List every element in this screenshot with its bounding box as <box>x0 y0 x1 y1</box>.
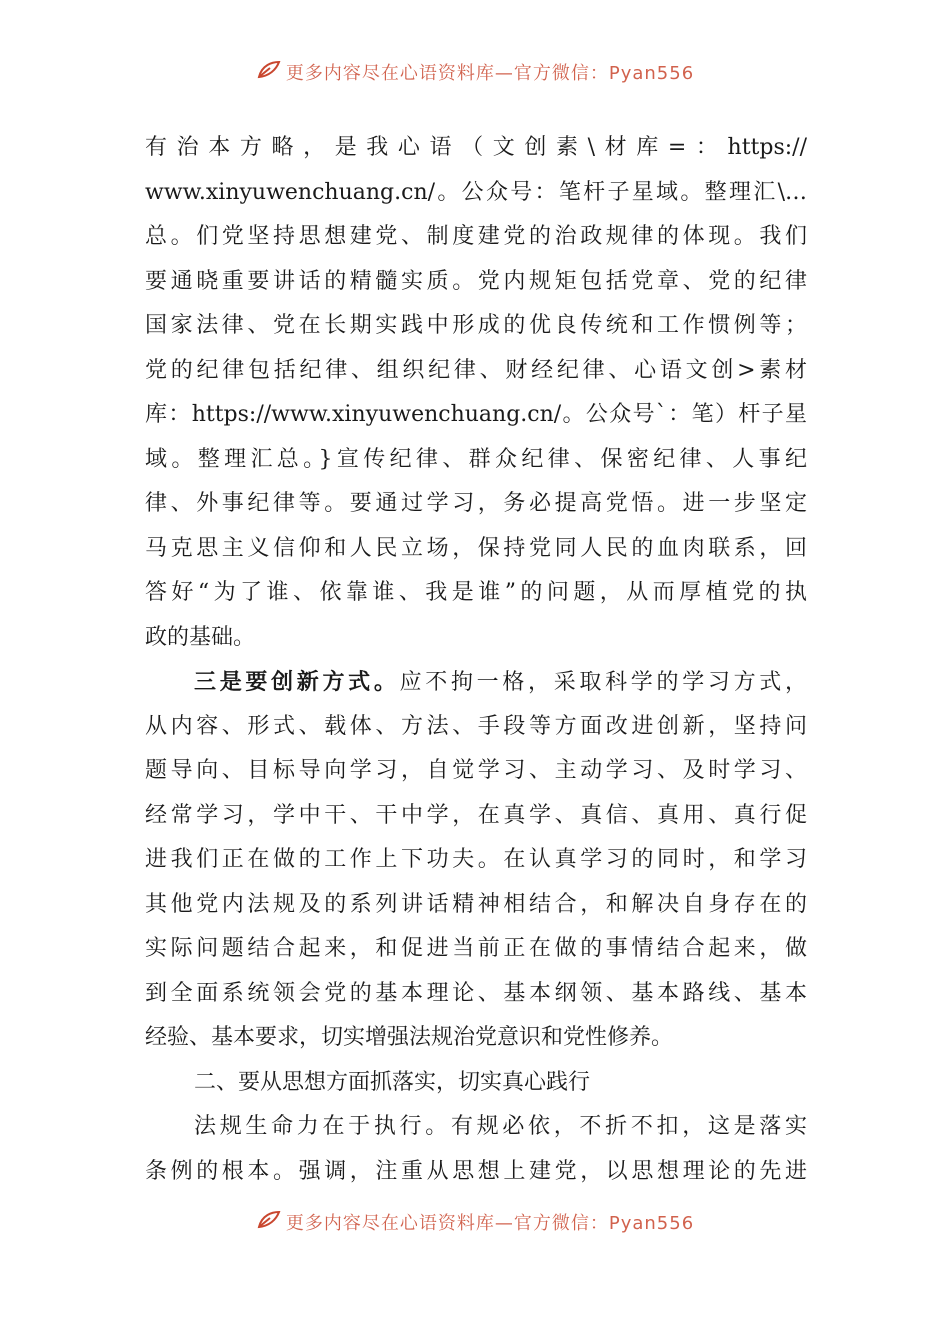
text-line: 库：https://www.xinyuwenchuang.cn/。公众号`：笔）杆子星 <box>145 402 807 427</box>
text-line: 题导向、目标导向学习，自觉学习、主动学习、及时学习、 <box>145 758 807 783</box>
text-line: 到全面系统领会党的基本理论、基本纲领、基本路线、基本 <box>145 980 807 1006</box>
text-line: 国家法律、党在长期实践中形成的优良传统和工作惯例等； <box>145 313 807 338</box>
text-line: 党的纪律包括纪律、组织纪律、财经纪律、心语文创>素材 <box>145 357 807 383</box>
footer-watermark <box>0 1206 950 1238</box>
text-line: 其他党内法规及的系列讲话精神相结合，和解决自身存在的 <box>145 891 807 917</box>
text-line: 有治本方略，是我心语（文创素\材库=：https:// <box>145 135 807 160</box>
bold-lead: 三是要创新方式。 <box>194 669 400 695</box>
paragraph-lead-line <box>145 660 807 705</box>
text-line: 条例的根本。强调，注重从思想上建党，以思想理论的先进 <box>145 1158 807 1184</box>
text-line: 法规生命力在于执行。有规必依，不折不扣，这是落实 <box>194 1114 807 1139</box>
leaf-logo-icon <box>256 59 282 86</box>
text-line: 经常学习，学中干、干中学，在真学、真信、真用、真行促 <box>145 802 807 828</box>
text-line: 要通晓重要讲话的精髓实质。党内规矩包括党章、党的纪律 <box>145 268 807 294</box>
text-line: 进我们正在做的工作上下功夫。在认真学习的同时，和学习 <box>145 847 807 872</box>
text-line: 律、外事纪律等。要通过学习，务必提高党悟。进一步坚定 <box>145 491 807 516</box>
text-line: 经验、基本要求，切实增强法规治党意识和党性修养。 <box>145 1025 674 1050</box>
lead-rest: 应不拘一格，采取科学的学习方式， <box>399 670 807 695</box>
text-line: 域。整理汇总。}宣传纪律、群众纪律、保密纪律、人事纪 <box>145 446 807 472</box>
watermark-text: 更多内容尽在心语资料库—官方微信：Pyan556 <box>285 63 695 84</box>
text-line: 总。们党坚持思想建党、制度建党的治政规律的体现。我们 <box>145 224 807 249</box>
text-line: 政的基础。 <box>145 624 256 650</box>
text-line: www.xinyuwenchuang.cn/。公众号：笔杆子星域。整理汇\… <box>145 179 807 205</box>
text-line: 马克思主义信仰和人民立场，保持党同人民的血肉联系，回 <box>145 535 807 561</box>
leaf-logo-icon <box>256 1209 282 1236</box>
text-line: 实际问题结合起来，和促进当前正在做的事情结合起来，做 <box>145 936 807 961</box>
section-heading: 二、要从思想方面抓落实，切实真心践行 <box>194 1069 591 1095</box>
document-body <box>145 126 807 1194</box>
text-line: 从内容、形式、载体、方法、手段等方面改进创新，坚持问 <box>145 713 807 739</box>
text-line: 答好“为了谁、依靠谁、我是谁”的问题，从而厚植党的执 <box>145 580 807 605</box>
watermark-text: 更多内容尽在心语资料库—官方微信：Pyan556 <box>285 1213 695 1234</box>
header-watermark <box>0 56 950 88</box>
